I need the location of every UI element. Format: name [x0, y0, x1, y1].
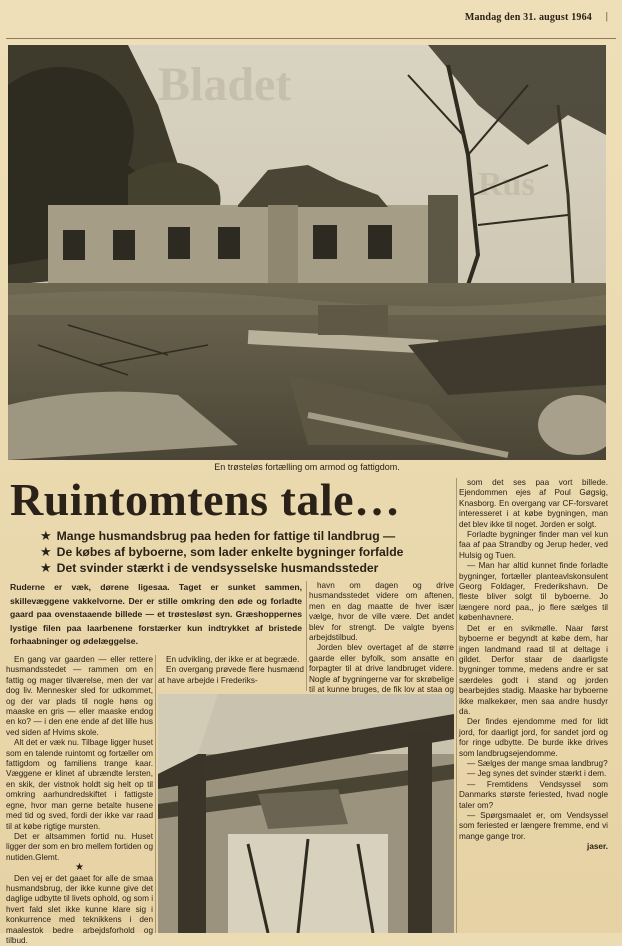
paragraph: som det ses paa vort billede. Ejendommen ejes af Poul Gøgsig, Knasborg. En overgang var CF-forsvaret interesseret i at købe bygningen, man det blev ikke til noget. Jorden er solgt. — [459, 478, 608, 529]
article-column-2 — [158, 655, 304, 686]
headline: Ruintomtens tale… — [10, 474, 401, 525]
paragraph: — Fremtidens Vendsyssel som Danmarks største feriested, hvad nogle taler om? — [459, 779, 608, 810]
article-column-4 — [459, 478, 608, 853]
paragraph: En gang var gaarden — eller rettere husmandsstedet — rammen om en fattig og mager tilværelse, men der var dog liv. Mennesker sled for udkommet, og der var plads til nogle høns og maaske en gris — eller maaske endog en ko? — i den ene ende af det lille hus ved siden af Hvims skole. — [6, 655, 153, 737]
photo-caption: En trøsteløs fortælling om armod og fattigdom. — [214, 462, 400, 472]
article-column-1 — [6, 655, 153, 946]
paragraph: — Spørgsmaalet er, om Vendsyssel som feriested er længere fremme, end vi mange gange tror. — [459, 811, 608, 841]
article-column-3 — [309, 581, 454, 706]
subheading-item: ★ Mange husmandsbrug paa heden for fattige til landbrug — — [40, 528, 396, 543]
paragraph: Forladte bygninger finder man vel kun faa af paa Strandby og Jerup heder, ved Hulsig og Tuen. — [459, 530, 608, 560]
paragraph: Alt det er væk nu. Tilbage ligger huset som en talende ruintomt og fortæller om fattigdom og familiens trange kaar. Væggene er klinet af ubrændte lersten, en skik, der vistnok holdt sig helt op til omkring aarhundredskiftet i fattigste egne, hvor man gerne betalte husene med tid og sved, fordi der ikke var raad til at købe rigtige mursten. — [6, 738, 153, 831]
paragraph: En udvikling, der ikke er at begræde. — [166, 655, 300, 664]
star-icon: ★ — [40, 544, 52, 559]
interior-ruin-photo-image — [158, 694, 454, 933]
subheading-item: ★ Det svinder stærkt i de vendsysselske husmandssteder — [40, 560, 379, 575]
lead-paragraph: Ruderne er væk, dørene ligesaa. Taget er sunket sammen, skillevæggene vakkelvorne. Der er stille omkring den øde og forladte gaard paa ovenstaaende billede — et trøstesløst syn. Græshoppernes lystige filen paa laarbenene forstærker kun indtrykket af bristede forhaabninger og ødelæggelse. — [10, 582, 302, 647]
star-icon: ★ — [40, 560, 52, 575]
paragraph: Det er altsammen fortid nu. Huset ligger der som en bro mellem fortiden og nutiden.Glemt. — [6, 831, 153, 862]
paragraph: — Man har altid kunnet finde forladte bygninger, fortæller planteavlskonsulent Georg Foldager, Frederikshavn. De fleste bliver solgt til byboerne. Jo længere nord paa,, jo flere sælges til københavnere. — [459, 561, 608, 623]
subheading-item: ★ De købes af byboerne, som lader enkelte bygninger forfalde — [40, 544, 404, 559]
paragraph: — Jeg synes det svinder stærkt i dem. — [467, 769, 607, 779]
star-icon: ★ — [40, 528, 52, 543]
svg-text:Rus: Rus — [478, 166, 535, 203]
author-signature: jaser. — [587, 842, 608, 852]
ruin-photo — [8, 45, 606, 460]
paragraph: Der findes ejendomme med for lidt jord, for daarligt jord, for sandet jord og for ringe udbytte. De burde ikke drives som landbrugsejendomme. — [459, 717, 608, 758]
ruin-photo-image — [8, 45, 606, 460]
column-divider — [306, 581, 307, 691]
header-mark: | — [605, 10, 608, 22]
star-separator-icon: ★ — [75, 862, 84, 874]
paragraph: En overgang prøvede flere husmænd at have arbejde i Frederiks- — [158, 665, 304, 685]
interior-ruin-photo — [158, 694, 454, 933]
paragraph: — Sælges der mange smaa landbrug? — [467, 758, 608, 768]
paragraph: havn om dagen og drive husmandsstedet videre om aftenen, men en dag maatte de hver især vælge, hvor de ville være. Det andet blev for strengt. De valgte byens arbejdstilbud. — [309, 581, 454, 643]
paragraph: Jorden blev overtaget af de større gaarde eller byfolk, som ansatte en forpagter til at drive landbruget videre. Nogle af bygningerne var for skrøbelige til at kunne bruges, de fik lov at staa og — [309, 643, 454, 695]
header-rule — [6, 38, 616, 39]
paragraph: Den vej er det gaaet for alle de smaa husmandsbrug, der ikke kunne give det daglige udbytte til livets ophold, og som i hvert fald slet ikke kunne klare sig i konkurrence med teknikkens i den maalestok bedre arbejdsforhold og tilbud. — [6, 873, 154, 945]
header-date: Mandag den 31. august 1964 — [464, 12, 592, 23]
paragraph: Det er en svikmølle. Naar først byboerne er begyndt at købe dem, har ingen landmand raad til at deltage i gildet. Derfor staar de daarligste bygninger tomme, medens andre er sat særdeles godt i stand og jorden bearbejdes stadig. Maaske har byboerne ikke malkekøer, men saa andre husdyr da. — [459, 623, 608, 716]
svg-text:Bladet: Bladet — [158, 58, 292, 111]
column-divider — [155, 655, 156, 933]
column-divider — [456, 478, 457, 933]
page-header — [0, 0, 622, 38]
subheading-list — [40, 528, 460, 576]
